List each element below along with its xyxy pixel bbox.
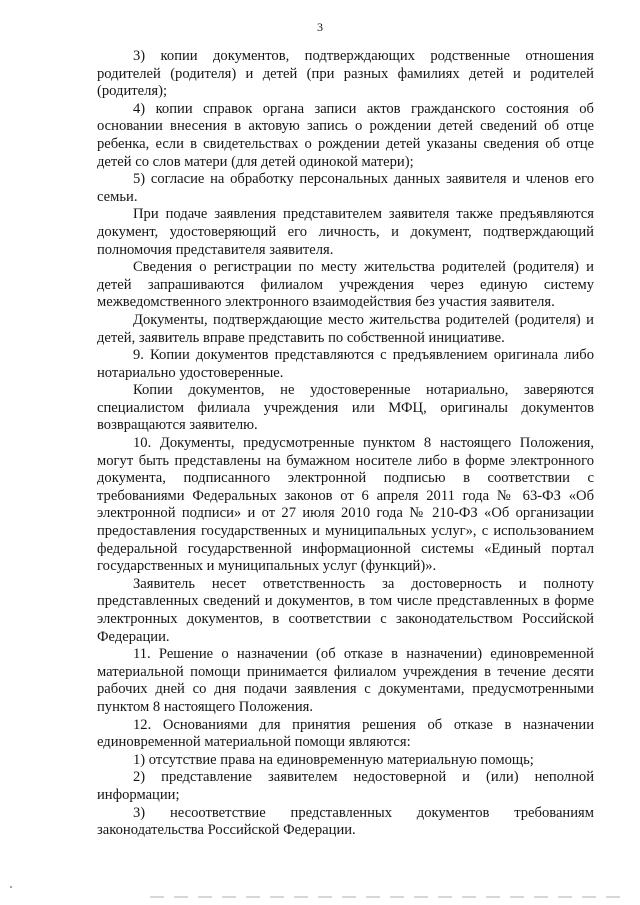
paragraph-item-4: 4) копии справок органа записи актов гражданского состояния об основании внесения в актовую запись о рождении детей сведений об отце ребенка, если в свидетельствах о рождении детей указаны сведения об отце детей со слов матери (для детей одинокой матери); [97, 100, 594, 170]
paragraph-applicant-responsibility: Заявитель несет ответственность за достоверность и полноту представленных сведений и документов, в том числе представленных в форме электронных документов, в соответствии с законодательством Российской Федерации. [97, 575, 594, 645]
paragraph-clause-11: 11. Решение о назначении (об отказе в назначении) единовременной материальной помощи принимается филиалом учреждения в течение десяти рабочих дней со дня подачи заявления с документами, предусмотренными пунктом 8 настоящего Положения. [97, 646, 594, 715]
page-number: 3 [317, 20, 323, 34]
scan-speck [10, 886, 12, 888]
paragraph-clause-12: 12. Основаниями для принятия решения об отказе в назначении единовременной материальной помощи являются: [97, 716, 594, 751]
paragraph-clause-10: 10. Документы, предусмотренные пунктом 8 настоящего Положения, могут быть представлены на бумажном носителе либо в форме электронного документа, подписанного электронной подписью в соответствии с требованиями Федеральных законов от 6 апреля 2011 года № 63-ФЗ «Об электронной подписи» и от 27 июля 2010 года № 210-ФЗ «Об организации предоставления государственных и муниципальных услуг», с использованием федеральной государственной информационной системы «Единый портал государственных и муниципальных услуг (функций)». [97, 435, 594, 575]
paragraph-item-3: 3) копии документов, подтверждающих родственные отношения родителей (родителя) и детей (при разных фамилиях детей и родителей (родителя); [97, 48, 594, 100]
paragraph-residence-documents: Документы, подтверждающие место жительства родителей (родителя) и детей, заявитель вправе представить по собственной инициативе. [97, 311, 594, 346]
paragraph-copies-certification: Копии документов, не удостоверенные нотариально, заверяются специалистом филиала учреждения или МФЦ, оригиналы документов возвращаются заявителю. [97, 382, 594, 434]
paragraph-clause-9: 9. Копии документов представляются с предъявлением оригинала либо нотариально удостоверенные. [97, 347, 594, 381]
paragraph-refusal-reason-1: 1) отсутствие права на единовременную материальную помощь; [133, 751, 534, 768]
paragraph-refusal-reason-3: 3) несоответствие представленных документов требованиям законодательства Российской Федерации. [97, 804, 594, 839]
paragraph-registration-info: Сведения о регистрации по месту жительства родителей (родителя) и детей запрашиваются филиалом учреждения через единую систему межведомственного электронного взаимодействия без участия заявителя. [97, 259, 594, 311]
paragraph-refusal-reason-2: 2) представление заявителем недостоверной и (или) неполной информации; [97, 769, 594, 803]
document-body [97, 48, 594, 840]
paragraph-representative: При подаче заявления представителем заявителя также предъявляются документ, удостоверяющий его личность, и документ, подтверждающий полномочия представителя заявителя. [97, 206, 594, 258]
paragraph-item-5: 5) согласие на обработку персональных данных заявителя и членов его семьи. [97, 171, 594, 205]
faded-scan-line [150, 896, 620, 898]
